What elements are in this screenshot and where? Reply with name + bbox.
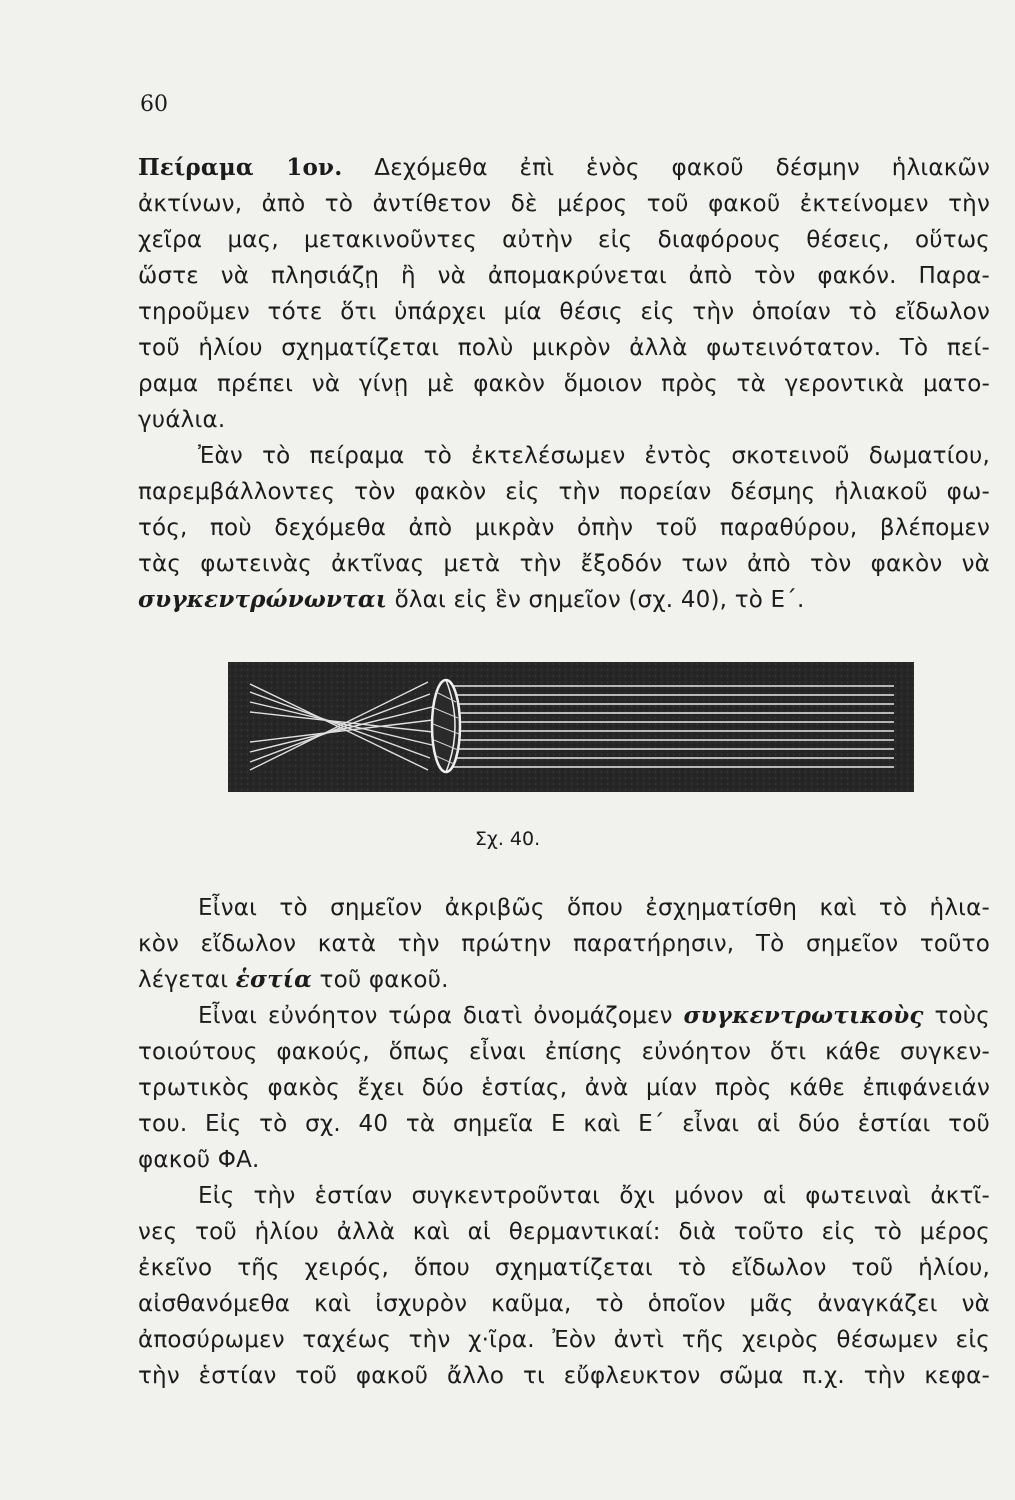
text-line: ἀποσύρωμεν ταχέως τὴν χ·ῖρα. Ἐὸν ἀντὶ τῆς χειρὸς θέσωμεν εἰς [138, 1327, 990, 1353]
lens-icon [432, 680, 460, 772]
page-number: 60 [140, 92, 168, 117]
lens-figure [228, 662, 914, 792]
paragraph-focus [138, 890, 990, 1394]
text-span: ὅλαι εἰς ἓν σημεῖον (σχ. 40), τὸ Ε΄. [387, 587, 805, 613]
text-line: τοῦ ἡλίου σχηματίζεται πολὺ μικρὸν ἀλλὰ φωτεινότατον. Τὸ πεί- [138, 335, 990, 361]
text-line: Εἶναι τὸ σημεῖον ἀκριβῶς ὅπου ἐσχηματίσθη καὶ τὸ ἡλια- [198, 895, 990, 921]
text-line: ὥστε νὰ πλησιάζῃ ἢ νὰ ἀπομακρύνεται ἀπὸ τὸν φακόν. Παρα- [138, 263, 990, 289]
emphasized-term: συγκεντρωτικοὺς [683, 1002, 924, 1029]
text-line: φακοῦ ΦΑ. [138, 1147, 260, 1173]
text-line: παρεμβάλλοντες τὸν φακὸν εἰς τὴν πορείαν δέσμης ἡλιακοῦ φω- [138, 479, 990, 505]
text-line: Εἰς τὴν ἑστίαν συγκεντροῦνται ὄχι μόνον αἱ φωτειναὶ ἀκτῖ- [198, 1183, 990, 1209]
text-line: κὸν εἴδωλον κατὰ τὴν πρώτην παρατήρησιν, Τὸ σημεῖον τοῦτο [138, 931, 990, 957]
text-line [138, 582, 990, 618]
text-line: αἰσθανόμεθα καὶ ἰσχυρὸν καῦμα, τὸ ὁποῖον μᾶς ἀναγκάζει νὰ [138, 1291, 990, 1317]
text-line: ἐκεῖνο τῆς χειρός, ὅπου σχηματίζεται τὸ εἴδωλον τοῦ ἡλίου, [138, 1255, 990, 1281]
paragraph-experiment-1 [138, 150, 990, 618]
text-line: τὴν ἑστίαν τοῦ φακοῦ ἄλλο τι εὔφλευκτον σῶμα π.χ. τὴν κεφα- [138, 1363, 990, 1389]
figure-caption: Σχ. 40. [474, 828, 541, 850]
text-line: τὰς φωτεινὰς ἀκτῖνας μετὰ τὴν ἔξοδόν των ἀπὸ τὸν φακὸν νὰ [138, 551, 990, 577]
experiment-heading: Πείραμα 1ον. [138, 154, 343, 181]
figure-background [228, 662, 914, 792]
text-line [138, 150, 990, 186]
text-line: τρωτικὸς φακὸς ἔχει δύο ἑστίας, ἀνὰ μίαν πρὸς κάθε ἐπιφάνειάν [138, 1075, 990, 1101]
text-line: ἀκτίνων, ἀπὸ τὸ ἀντίθετον δὲ μέρος τοῦ φακοῦ ἐκτείνομεν τὴν [138, 191, 990, 217]
text-span: Δεχόμεθα ἐπὶ ἑνὸς φακοῦ δέσμην ἡλιακῶν [342, 155, 991, 181]
text-line: νες τοῦ ἡλίου ἀλλὰ καὶ αἱ θερμαντικαί: διὰ τοῦτο εἰς τὸ μέρος [138, 1219, 990, 1245]
text-line [138, 962, 990, 998]
text-line: τός, ποὺ δεχόμεθα ἀπὸ μικρὰν ὀπὴν τοῦ παραθύρου, βλέπομεν [138, 515, 990, 541]
text-line: χεῖρα μας, μετακινοῦντες αὐτὴν εἰς διαφόρους θέσεις, οὕτως [138, 227, 990, 253]
text-line: Ἐὰν τὸ πείραμα τὸ ἐκτελέσωμεν ἐντὸς σκοτεινοῦ δωματίου, [198, 443, 990, 469]
emphasized-term: συγκεντρώνωνται [138, 586, 388, 613]
text-line: γυάλια. [138, 407, 226, 433]
text-span: τοῦ φακοῦ. [312, 967, 449, 993]
text-line: του. Εἰς τὸ σχ. 40 τὰ σημεῖα Ε καὶ Ε΄ εἶναι αἱ δύο ἑστίαι τοῦ [138, 1111, 990, 1137]
text-span: λέγεται [138, 967, 236, 993]
text-line [138, 998, 990, 1034]
text-line: τοιούτους φακούς, ὅπως εἶναι ἐπίσης εὐνόητον ὅτι κάθε συγκεν- [138, 1039, 990, 1065]
emphasized-term: ἑστία [235, 966, 313, 993]
text-line: τηροῦμεν τότε ὅτι ὑπάρχει μία θέσις εἰς τὴν ὁποίαν τὸ εἴδωλον [138, 299, 990, 325]
text-span: Εἶναι εὐνόητον τώρα διατὶ ὀνομάζομεν [198, 1003, 684, 1029]
text-span: τοὺς [923, 1003, 990, 1029]
text-line: ραμα πρέπει νὰ γίνῃ μὲ φακὸν ὅμοιον πρὸς τὰ γεροντικὰ ματο- [138, 371, 990, 397]
